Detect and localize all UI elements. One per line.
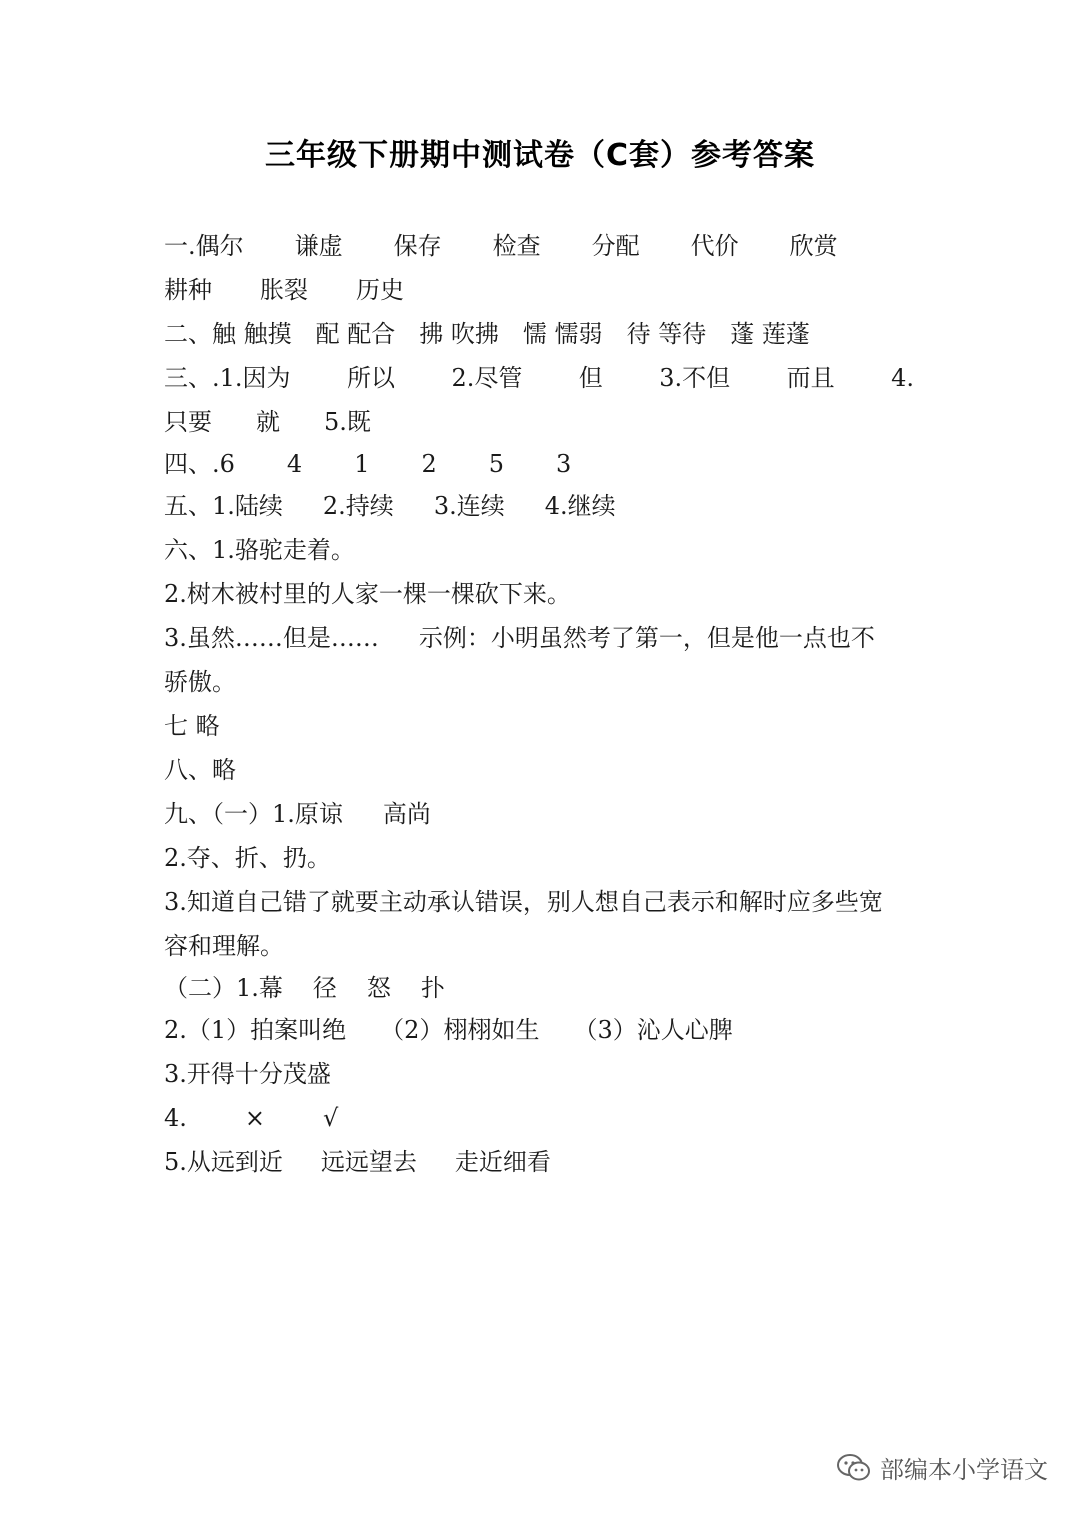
answer-segment: 六、1.骆驼走着。 bbox=[164, 536, 355, 564]
answer-segment: 远远望去 bbox=[320, 1148, 417, 1176]
answer-line bbox=[164, 968, 924, 1008]
wechat-icon bbox=[836, 1453, 872, 1483]
answer-line bbox=[164, 1008, 924, 1052]
answer-line bbox=[164, 924, 924, 968]
answer-segment: 保存 bbox=[393, 232, 442, 260]
answer-line bbox=[164, 356, 914, 400]
answer-segment: 扑 bbox=[420, 974, 445, 1002]
answer-segment: 骄傲。 bbox=[164, 668, 236, 696]
answer-segment: 三、.1.因为 bbox=[164, 364, 291, 392]
answer-segment: 欣赏 bbox=[789, 232, 838, 260]
answer-segment: 四、.6 bbox=[164, 450, 235, 478]
answer-segment: 3.开得十分茂盛 bbox=[164, 1060, 331, 1088]
answer-segment: （二）1.幕 bbox=[164, 974, 283, 1002]
answer-line bbox=[164, 572, 924, 616]
answer-segment: 分配 bbox=[591, 232, 640, 260]
answer-segment: 2.持续 bbox=[322, 492, 394, 520]
answer-line bbox=[164, 224, 924, 268]
answer-line bbox=[164, 1140, 924, 1184]
answer-line bbox=[164, 836, 924, 880]
answer-segment: 拂 吹拂 bbox=[419, 320, 499, 348]
answer-segment: 4. bbox=[164, 1104, 187, 1132]
answer-segment: 2.（1）拍案叫绝 bbox=[164, 1016, 347, 1044]
answer-segment: 3.虽然……但是…… bbox=[164, 624, 379, 652]
answer-segment: 只要 bbox=[164, 408, 212, 436]
answer-segment: 五、1.陆续 bbox=[164, 492, 283, 520]
answer-line bbox=[164, 792, 924, 836]
answer-segment: （2）栩栩如生 bbox=[380, 1016, 540, 1044]
answer-segment: × bbox=[244, 1104, 266, 1132]
answer-line bbox=[164, 1052, 924, 1096]
watermark-text: 部编本小学语文 bbox=[880, 1456, 1048, 1484]
answer-line bbox=[164, 268, 924, 312]
answer-segment: 历史 bbox=[356, 276, 404, 304]
answer-line bbox=[164, 400, 924, 444]
answer-segment: 3.连续 bbox=[433, 492, 505, 520]
answer-segment: 胀裂 bbox=[260, 276, 308, 304]
answer-segment: 二、触 触摸 bbox=[164, 320, 292, 348]
answer-segment: 2 bbox=[421, 450, 437, 478]
answer-segment: 检查 bbox=[492, 232, 541, 260]
answer-segment: 所以 bbox=[346, 364, 395, 392]
answer-segment: 示例：小明虽然考了第一，但是他一点也不 bbox=[418, 624, 875, 652]
answer-line bbox=[164, 1096, 924, 1140]
answer-segment: 一.偶尔 bbox=[164, 232, 244, 260]
answer-segment: 走近细看 bbox=[454, 1148, 551, 1176]
answer-segment: 5.既 bbox=[324, 408, 371, 436]
answer-segment: 径 bbox=[312, 974, 337, 1002]
answer-segment: 代价 bbox=[690, 232, 739, 260]
answer-segment: 蓬 莲蓬 bbox=[730, 320, 810, 348]
answer-line bbox=[164, 880, 924, 924]
answer-segment: 4. bbox=[891, 364, 914, 392]
answer-segment: 八、略 bbox=[164, 756, 236, 784]
answer-line bbox=[164, 660, 924, 704]
watermark bbox=[836, 1450, 1048, 1485]
answer-segment: 懦 懦弱 bbox=[522, 320, 603, 348]
answer-segment: （3）沁人心脾 bbox=[573, 1016, 733, 1044]
page-title: 三年级下册期中测试卷（C套）参考答案 bbox=[264, 138, 816, 173]
answer-line bbox=[164, 312, 924, 356]
answer-content bbox=[164, 224, 924, 1184]
answer-segment: 配 配合 bbox=[315, 320, 396, 348]
answer-segment: 3 bbox=[556, 450, 572, 478]
answer-segment: 但 bbox=[578, 364, 603, 392]
answer-segment: 5.从远到近 bbox=[164, 1148, 283, 1176]
answer-line bbox=[164, 444, 924, 484]
answer-segment: 3.知道自己错了就要主动承认错误，别人想自己表示和解时应多些宽 bbox=[164, 888, 883, 916]
answer-segment: 2.夺、折、扔。 bbox=[164, 844, 331, 872]
answer-segment: 容和理解。 bbox=[164, 932, 284, 960]
answer-segment: 4 bbox=[286, 450, 303, 478]
answer-segment: 谦虚 bbox=[294, 232, 343, 260]
answer-segment: 而且 bbox=[786, 364, 835, 392]
answer-segment: 2.树木被村里的人家一棵一棵砍下来。 bbox=[164, 580, 571, 608]
answer-segment: 待 等待 bbox=[626, 320, 707, 348]
answer-segment: 七 略 bbox=[164, 712, 220, 740]
answer-segment: 高尚 bbox=[382, 800, 431, 828]
answer-segment: 1 bbox=[354, 450, 370, 478]
answer-line bbox=[164, 616, 924, 660]
answer-line bbox=[164, 484, 924, 528]
answer-segment: 4.继续 bbox=[544, 492, 616, 520]
answer-segment: 九、（一）1.原谅 bbox=[164, 800, 343, 828]
answer-line bbox=[164, 704, 924, 748]
answer-line bbox=[164, 528, 924, 572]
answer-segment: 怒 bbox=[366, 974, 391, 1002]
answer-segment: 3.不但 bbox=[659, 364, 731, 392]
answer-segment: 就 bbox=[256, 408, 280, 436]
answer-segment: 5 bbox=[488, 450, 505, 478]
answer-segment: 2.尽管 bbox=[451, 364, 523, 392]
answer-segment: √ bbox=[323, 1104, 339, 1132]
answer-line bbox=[164, 748, 924, 792]
answer-segment: 耕种 bbox=[164, 276, 212, 304]
